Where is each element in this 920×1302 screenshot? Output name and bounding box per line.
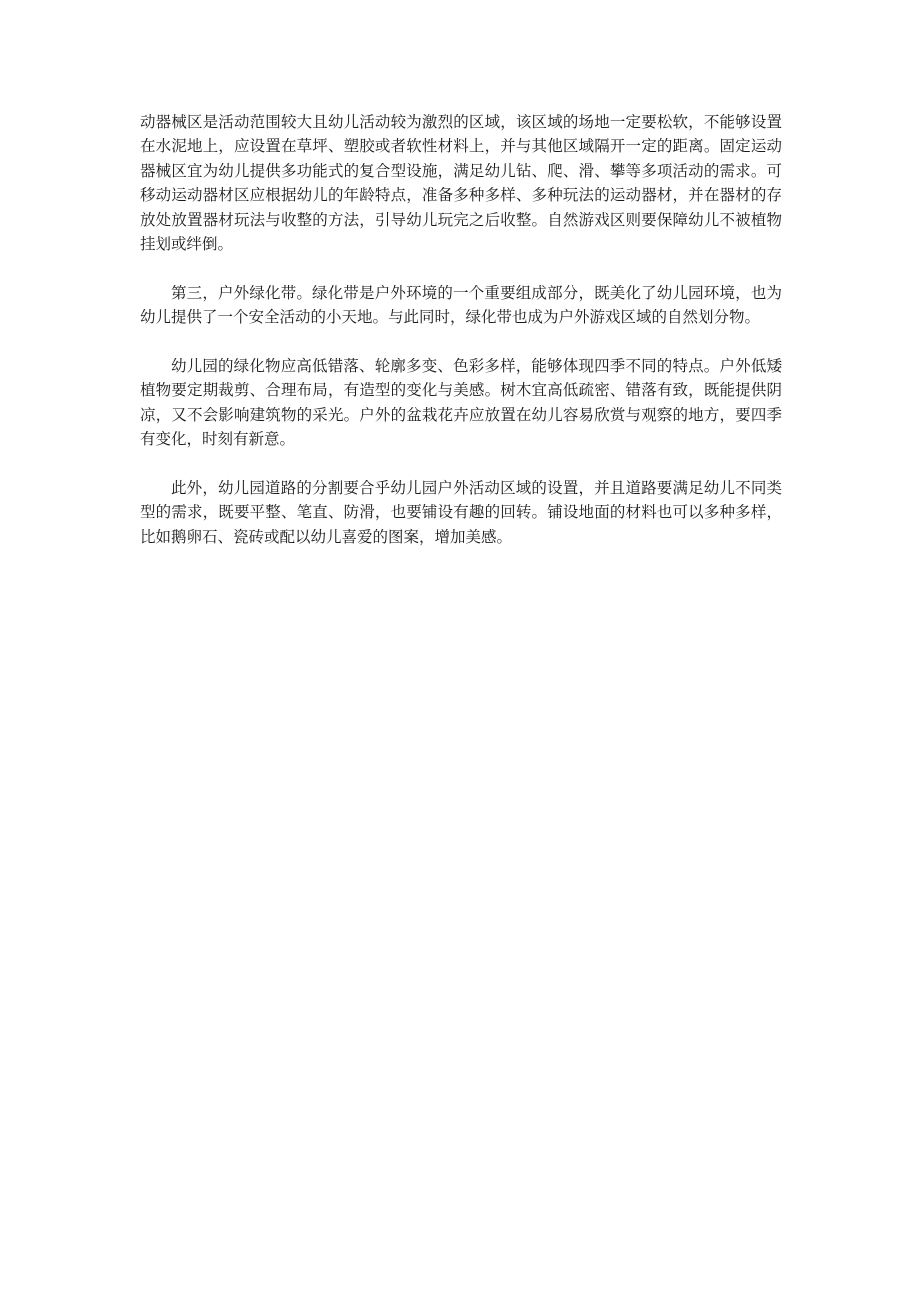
paragraph-continued: 动器械区是活动范围较大且幼儿活动较为激烈的区域，该区域的场地一定要松软，不能够设置在水泥地上，应设置在草坪、塑胶或者软性材料上，并与其他区域隔开一定的距离。固定运动器械区宜为幼儿提供多功能式的复合型设施，满足幼儿钻、爬、滑、攀等多项活动的需求。可移动运动器材区应根据幼儿的年龄特点，准备多种多样、多种玩法的运动器材，并在器材的存放处放置器材玩法与收整的方法，引导幼儿玩完之后收整。自然游戏区则要保障幼儿不被植物挂划或绊倒。: [140, 113, 782, 254]
paragraph-green-belt: 第三，户外绿化带。绿化带是户外环境的一个重要组成部分，既美化了幼儿园环境，也为幼儿提供了一个安全活动的小天地。与此同时，绿化带也成为户外游戏区域的自然划分物。: [140, 283, 782, 327]
paragraph-greenery: 幼儿园的绿化物应高低错落、轮廓多变、色彩多样，能够体现四季不同的特点。户外低矮植物要定期裁剪、合理布局，有造型的变化与美感。树木宜高低疏密、错落有致，既能提供阴凉，又不会影响建筑物的采光。户外的盆栽花卉应放置在幼儿容易欣赏与观察的地方，要四季有变化，时刻有新意。: [140, 357, 782, 449]
document-body: [140, 110, 782, 574]
paragraph-roads: 此外，幼儿园道路的分割要合乎幼儿园户外活动区域的设置，并且道路要满足幼儿不同类型的需求，既要平整、笔直、防滑，也要铺设有趣的回转。铺设地面的材料也可以多种多样，比如鹅卵石、瓷砖或配以幼儿喜爱的图案，增加美感。: [140, 479, 782, 546]
